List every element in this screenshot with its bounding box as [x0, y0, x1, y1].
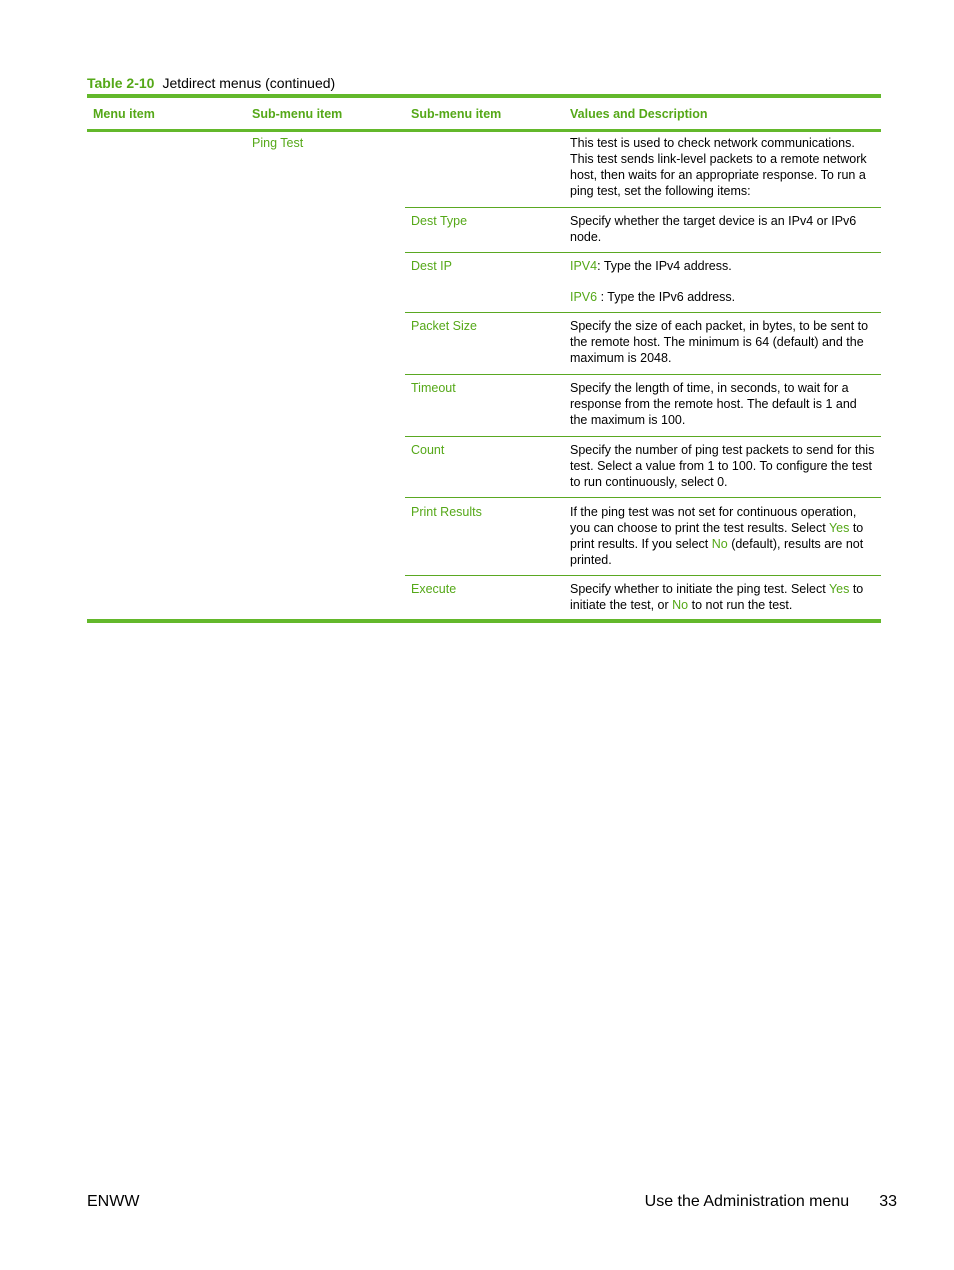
- ipv6-text: : Type the IPv6 address.: [597, 290, 736, 304]
- table-row: [405, 213, 881, 245]
- row-separator: [405, 497, 881, 498]
- row-label: Dest Type: [411, 214, 468, 228]
- row-empty-label: [405, 135, 564, 199]
- header-sub-menu-item-2: Sub-menu item: [411, 106, 502, 121]
- table-row: [405, 258, 881, 305]
- table-row: [405, 504, 881, 568]
- row-description: Specify the size of each packet, in bytes, to be sent to the remote host. The minimum is 64 (default) and the maximum is 2048.: [570, 319, 869, 365]
- row-separator: [405, 207, 881, 208]
- row-description: [564, 581, 881, 613]
- table-row: [405, 442, 881, 490]
- row-description: [564, 258, 881, 305]
- row-separator: [405, 252, 881, 253]
- row-label: Count: [411, 443, 445, 457]
- table-row: [405, 318, 881, 366]
- ipv4-text: : Type the IPv4 address.: [597, 259, 732, 273]
- ping-test-label: Ping Test: [252, 136, 304, 150]
- row-separator: [405, 436, 881, 437]
- yes-keyword: Yes: [828, 521, 850, 535]
- row-label: Execute: [411, 582, 457, 596]
- ping-test-description: This test is used to check network communications. This test sends link-level packets to a remote network host, then waits for an appropriate response. To run a ping test, set the following items:: [570, 136, 867, 198]
- ipv6-keyword: IPV6: [570, 290, 598, 304]
- table-row: [405, 135, 881, 199]
- row-description: Specify the number of ping test packets to send for this test. Select a value from 1 to 100. To configure the test to run continuously, select 0.: [570, 443, 875, 489]
- table-row: [405, 581, 881, 613]
- row-label: Packet Size: [411, 319, 478, 333]
- description-text: (default), results are not printed.: [570, 537, 864, 567]
- row-description: Specify the length of time, in seconds, to wait for a response from the remote host. The default is 1 and the maximum is 100.: [570, 381, 857, 427]
- row-label: Timeout: [411, 381, 456, 395]
- row-separator: [405, 575, 881, 576]
- table-title: Jetdirect menus (continued): [162, 75, 336, 91]
- row-description: [564, 504, 881, 568]
- description-text: to not run the test.: [688, 598, 793, 612]
- table-bottom-rule: [87, 619, 881, 623]
- row-separator: [405, 312, 881, 313]
- table-header-row: [87, 98, 881, 129]
- table-number: Table 2-10: [87, 75, 155, 91]
- description-text: Specify whether to initiate the ping test. Select: [570, 582, 829, 596]
- page-number: 33: [879, 1193, 897, 1210]
- footer-enww: ENWW: [87, 1193, 140, 1210]
- description-text: If the ping test was not set for continuous operation, you can choose to print the test results. Select: [570, 505, 857, 535]
- ipv4-keyword: IPV4: [570, 259, 598, 273]
- footer-section-title: Use the Administration menu: [644, 1193, 850, 1210]
- table-caption: [87, 75, 335, 91]
- row-description: Specify whether the target device is an IPv4 or IPv6 node.: [570, 214, 857, 244]
- table-row: [405, 380, 881, 428]
- header-values-description: Values and Description: [570, 106, 708, 121]
- row-label: Print Results: [411, 505, 482, 519]
- table-header-rule: [87, 129, 881, 132]
- description-text: to print results. If you select: [570, 521, 864, 551]
- yes-keyword: Yes: [828, 582, 850, 596]
- row-separator: [405, 374, 881, 375]
- jetdirect-menus-table: [87, 94, 881, 612]
- header-sub-menu-item-1: Sub-menu item: [252, 106, 343, 121]
- header-menu-item: Menu item: [93, 106, 155, 121]
- description-text: to initiate the test, or: [570, 582, 864, 612]
- no-keyword: No: [672, 598, 689, 612]
- no-keyword: No: [711, 537, 728, 551]
- row-label: Dest IP: [411, 259, 452, 273]
- footer-right: [645, 1193, 897, 1211]
